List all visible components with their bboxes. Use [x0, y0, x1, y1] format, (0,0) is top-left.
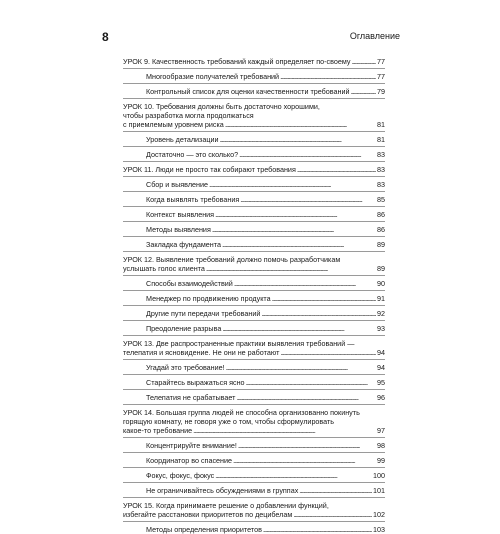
dot-leader [272, 294, 376, 303]
toc-divider [123, 98, 385, 99]
toc-page-number: 83 [377, 165, 385, 174]
toc-subentry [146, 393, 385, 402]
toc-lesson-entry [123, 255, 385, 273]
toc-entry-title-line: телепатия и ясновидение. Не они не работают [123, 348, 280, 357]
toc-subentry [146, 279, 385, 288]
toc-divider [123, 335, 385, 336]
toc-lesson-entry [123, 165, 385, 174]
toc-entry-title-line: Не ограничивайтесь обсуждениями в группах [146, 486, 299, 495]
toc-divider [123, 191, 385, 192]
toc-entry-title-line: Фокус, фокус, фокус [146, 471, 215, 480]
dot-leader [226, 363, 376, 372]
toc-divider [123, 251, 385, 252]
dot-leader [220, 135, 377, 144]
toc-page-number: 102 [373, 510, 385, 519]
toc-page-number: 98 [377, 441, 385, 450]
toc-divider [123, 131, 385, 132]
toc-subentry [146, 72, 385, 81]
toc-page-number: 94 [377, 348, 385, 357]
toc-entry-title-line: Способы взаимодействий [146, 279, 233, 288]
toc-divider [123, 482, 385, 483]
toc-entry-title-line: с приемлемым уровнем риска [123, 120, 224, 129]
toc-page-number: 86 [377, 210, 385, 219]
toc-page-number: 77 [377, 72, 385, 81]
toc-divider [123, 452, 385, 453]
toc-divider [123, 236, 385, 237]
dot-leader [297, 165, 376, 174]
toc-entry-title-line: Телепатия не срабатывает [146, 393, 236, 402]
toc-divider [123, 497, 385, 498]
dot-leader [215, 471, 372, 480]
toc-page-number: 85 [377, 195, 385, 204]
dot-leader [240, 195, 376, 204]
dot-leader [263, 525, 372, 534]
toc-entry-title-line: чтобы разработка могла продолжаться [123, 111, 254, 120]
toc-page-number: 94 [377, 363, 385, 372]
toc-page-number: 99 [377, 456, 385, 465]
toc-page-number: 93 [377, 324, 385, 333]
toc-subentry [146, 294, 385, 303]
toc-lesson-entry [123, 57, 385, 66]
dot-leader [352, 57, 377, 66]
toc-entry-title-line: УРОК 14. Большая группа людей не способна организованно покинуть [123, 408, 360, 417]
toc-entry-title-line: УРОК 10. Требования должны быть достаточно хорошими, [123, 102, 320, 111]
dot-leader [280, 348, 376, 357]
toc-entry-title-line: Координатор во спасение [146, 456, 233, 465]
toc-entry-title-line: Достаточно — это сколько? [146, 150, 239, 159]
toc-subentry [146, 195, 385, 204]
toc-divider [123, 176, 385, 177]
toc-divider [123, 83, 385, 84]
toc-page-number: 81 [377, 135, 385, 144]
toc-subentry [146, 324, 385, 333]
toc-entry-title-line: Уровень детализации [146, 135, 219, 144]
toc-page-number: 81 [377, 120, 385, 129]
toc-entry-title-line: Контрольный список для оценки качественности требований [146, 87, 350, 96]
toc-divider [123, 290, 385, 291]
dot-leader [238, 441, 376, 450]
toc-entry-title-line: горящую комнату, не говоря уже о том, чтобы сформулировать [123, 417, 335, 426]
toc-subentry [146, 363, 385, 372]
toc-divider [123, 320, 385, 321]
toc-entry-title-line: УРОК 11. Люди не просто так собирают требования [123, 165, 296, 174]
toc-entry-title-line: Другие пути передачи требований [146, 309, 261, 318]
toc-subentry [146, 135, 385, 144]
running-head: Оглавление [349, 31, 400, 41]
toc-subentry [146, 225, 385, 234]
dot-leader [222, 240, 376, 249]
toc-subentry [146, 180, 385, 189]
toc-page-number: 96 [377, 393, 385, 402]
dot-leader [234, 279, 376, 288]
dot-leader [212, 225, 376, 234]
dot-leader [246, 378, 376, 387]
toc-divider [123, 161, 385, 162]
toc-entry-title-line: Старайтесь выражаться ясно [146, 378, 245, 387]
toc-entry-title-line: УРОК 13. Две распространенные практики выявления требований — [123, 339, 355, 348]
toc-divider [123, 389, 385, 390]
toc-subentry [146, 486, 385, 495]
dot-leader [225, 120, 376, 129]
toc-subentry [146, 378, 385, 387]
toc-page-number: 95 [377, 378, 385, 387]
toc-page-number: 83 [377, 180, 385, 189]
toc-entry-title-line: УРОК 9. Качественность требований каждый определяет по-своему [123, 57, 351, 66]
toc-entry-title-line: УРОК 15. Когда принимаете решение о добавлении функций, [123, 501, 329, 510]
toc-page-number: 90 [377, 279, 385, 288]
toc-divider [123, 275, 385, 276]
dot-leader [299, 486, 372, 495]
toc-entry-title-line: Контекст выявления [146, 210, 215, 219]
toc-entry-title-line: Методы определения приоритетов [146, 525, 262, 534]
toc-divider [123, 206, 385, 207]
toc-subentry [146, 525, 385, 534]
toc-subentry [146, 240, 385, 249]
page-number: 8 [102, 30, 109, 44]
toc-divider [123, 221, 385, 222]
toc-divider [123, 521, 385, 522]
dot-leader [206, 264, 376, 273]
toc-page-number: 89 [377, 240, 385, 249]
toc-lesson-entry [123, 339, 385, 357]
toc-entry-title-line: Сбор и выявление [146, 180, 209, 189]
dot-leader [222, 324, 376, 333]
toc-page-number: 97 [377, 426, 385, 435]
toc-divider [123, 359, 385, 360]
toc-divider [123, 68, 385, 69]
toc-entry-title-line: Концентрируйте внимание! [146, 441, 237, 450]
dot-leader [351, 87, 376, 96]
toc-page-number: 79 [377, 87, 385, 96]
toc-subentry [146, 441, 385, 450]
toc-page-number: 77 [377, 57, 385, 66]
toc-entry-title-line: Многообразие получателей требований [146, 72, 280, 81]
toc-subentry [146, 150, 385, 159]
dot-leader [193, 426, 376, 435]
toc-subentry [146, 456, 385, 465]
toc-lesson-entry [123, 408, 385, 435]
toc-divider [123, 404, 385, 405]
toc-subentry [146, 210, 385, 219]
toc-page-number: 89 [377, 264, 385, 273]
toc-entry-title-line: Угадай это требование! [146, 363, 225, 372]
toc-entry-title-line: избегайте расстановки приоритетов по децибелам [123, 510, 293, 519]
toc-subentry [146, 87, 385, 96]
toc-lesson-entry [123, 501, 385, 519]
toc-entry-title-line: УРОК 12. Выявление требований должно помочь разработчикам [123, 255, 341, 264]
toc-subentry [146, 471, 385, 480]
toc-page-number: 91 [377, 294, 385, 303]
toc-page-number: 92 [377, 309, 385, 318]
toc-page-number: 101 [373, 486, 385, 495]
toc-divider [123, 146, 385, 147]
toc-page-number: 86 [377, 225, 385, 234]
toc-page-number: 83 [377, 150, 385, 159]
toc-entry-title-line: Методы выявления [146, 225, 211, 234]
toc-entry-title-line: Менеджер по продвижению продукта [146, 294, 271, 303]
dot-leader [261, 309, 376, 318]
toc-entry-title-line: Преодоление разрыва [146, 324, 222, 333]
toc-entry-title-line: Закладка фундамента [146, 240, 221, 249]
dot-leader [233, 456, 376, 465]
dot-leader [215, 210, 376, 219]
dot-leader [209, 180, 376, 189]
dot-leader [293, 510, 372, 519]
toc-page-number: 100 [373, 471, 385, 480]
toc-page-number: 103 [373, 525, 385, 534]
toc-divider [123, 467, 385, 468]
toc-divider [123, 305, 385, 306]
toc-subentry [146, 309, 385, 318]
toc-entry-title-line: какое-то требование [123, 426, 193, 435]
toc-divider [123, 437, 385, 438]
dot-leader [236, 393, 376, 402]
dot-leader [280, 72, 376, 81]
toc-entry-title-line: услышать голос клиента [123, 264, 205, 273]
toc-divider [123, 374, 385, 375]
toc-entry-title-line: Когда выявлять требования [146, 195, 240, 204]
dot-leader [239, 150, 376, 159]
toc-lesson-entry [123, 102, 385, 129]
